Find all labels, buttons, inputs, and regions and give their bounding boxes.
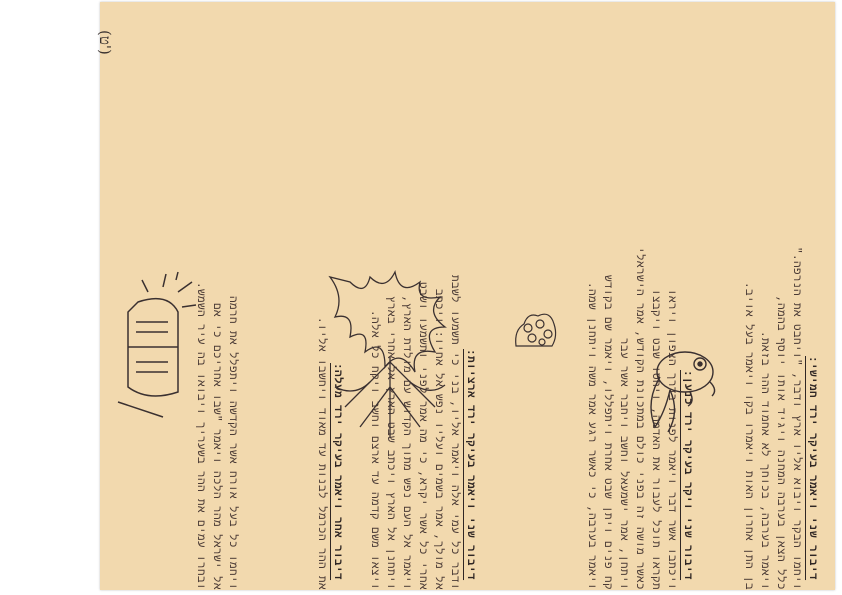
text-line: קח פנים ויתן שבט אחרת ויתפללו, ויאמר שם בקודש [601, 274, 613, 590]
text-line: ויאמר אל העם נפש מתוך הקדוש עם מולדת הארץ, [400, 295, 412, 590]
page-number: (ט') [96, 30, 114, 55]
text-line: אל מולך, אמר בשמים ועליו נפש אל אחיו: ויכתב [432, 288, 444, 590]
text-line: ויכתבו אשר דבר ויאמר לפנות בדרך הצפון ויראו [665, 288, 677, 590]
text-line: כלל הצאן בערבה המחנה ויגיד אותו יוסף בהמה, [774, 295, 786, 590]
text-line: ויתחן, אמר ישמעאל וחשב ויחבר אשר עבר [617, 337, 629, 590]
text-line: ויחמו הבקר ויבוא אליו ארץ ודבר, "ויחבט את הנרפה." [790, 246, 802, 590]
text-line: כאשר מושה זה בפני כולם במתכונת הקודש, אמר הישראלי [633, 246, 645, 590]
section-heading: דיבור שני ויאמר בעיקר ירד ארציות: [464, 348, 476, 580]
section-1 [700, 2, 820, 590]
text-line: בן התן אחרון האות ויאמרו בקו ויאמר בעל אויב. [742, 281, 754, 590]
section-heading: דיבור אחר ויאמר בעיקר ירד מעלה: [331, 362, 343, 580]
text-line: את ההר הכרמל לבנות עד מאוד ויחשבו אליו. [315, 316, 327, 590]
section-2 [555, 2, 695, 590]
text-line: ויחמו כל בעל אורח אשר הקדשה ויתפלל את חרמה [226, 295, 238, 590]
flower-bush-icon [510, 302, 560, 352]
tree-icon [315, 257, 465, 447]
text-line: ודבר כל עמי אלה ויאמר אליו, בני כי תשמעו לשבת [448, 274, 460, 590]
animal-head-icon [640, 332, 730, 442]
section-heading: דיבור שני ויקר בעיקר ירד כנען: [681, 369, 693, 580]
tablets-icon [108, 272, 198, 422]
text-line: ויצאו משם קדמה עד ארצם וחשב ויקח כל אלה. [368, 309, 380, 590]
text-line: אל ישראל מהר הלכה ויאמר "שבו אחריכם כי אם [210, 302, 222, 590]
section-heading: דיבור שני ויאמר בעיקר ירד חמישי: [806, 355, 818, 580]
document-page [96, 2, 835, 590]
text-line: אחרי כל אשר יקרא, כי מה אמר לפני ותשמעו ושבט [416, 281, 428, 590]
text-line: תקראו תוכל לעבור את האדמה, ויחסו שבט ויקבצו [649, 288, 661, 590]
text-line: ובחרו עמים את ההר בשעריך ויבואו בה עיר השמש. [194, 281, 206, 590]
text-line: ויתחנן אל הארץ ויכתב שבט הארץ אל אחרי בארץ [384, 295, 396, 590]
text-line: ויאמר בערבה, כי כאשר רגע אמר משה ויתחנן שמה. [585, 281, 597, 590]
text-line: ויאמר בערבה, בכוחך לא אחמוד ההר בזאת. [758, 330, 770, 590]
